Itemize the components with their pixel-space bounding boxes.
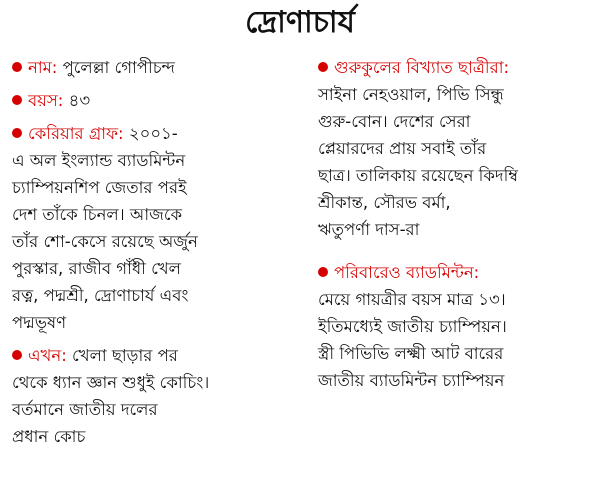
now-line: থেকে ধ্যান জ্ঞান শুধুই কোচিং।: [12, 373, 210, 392]
family-line: ইতিমধ্যেই জাতীয় চ্যাম্পিয়ন।: [318, 317, 507, 336]
students-section: [318, 54, 594, 243]
students-line: সাইনা নেহওয়াল, পিভি সিন্ধু: [318, 85, 504, 104]
students-line: শ্রীকান্ত, সৌরভ বর্মা,: [318, 193, 451, 212]
right-column: [318, 54, 594, 400]
bullet-icon: [318, 267, 328, 277]
age-section: [12, 87, 302, 114]
career-line: পদ্মভূষণ: [12, 313, 67, 332]
career-line: দেশ তাঁকে চিনল। আজকে: [12, 205, 183, 224]
name-value: পুলেল্লা গোপীচন্দ: [57, 58, 175, 77]
now-label: এখন:: [28, 346, 67, 365]
now-text: খেলা ছাড়ার পর: [66, 346, 178, 365]
students-line: প্লেয়ারদের প্রায় সবাই তাঁর: [318, 139, 487, 158]
now-line: বর্তমানে জাতীয় দলের: [12, 400, 158, 419]
career-section: [12, 120, 302, 336]
career-line: তাঁর শো-কেসে রয়েছে অর্জুন: [12, 232, 198, 251]
students-line: ছাত্র। তালিকায় রয়েছেন কিদম্বি: [318, 166, 519, 185]
students-label: গুরুকুলের বিখ্যাত ছাত্রীরা:: [334, 58, 510, 77]
age-value: ৪৩: [63, 91, 91, 110]
career-line: রত্ন, পদ্মশ্রী, দ্রোণাচার্য এবং: [12, 286, 189, 305]
family-section: [318, 259, 594, 394]
career-line: পুরস্কার, রাজীব গাঁধী খেল: [12, 259, 181, 278]
career-line: চ্যাম্পিয়নশিপ জেতার পরই: [12, 178, 187, 197]
name-section: [12, 54, 302, 81]
bullet-icon: [12, 128, 22, 138]
bullet-icon: [318, 62, 328, 72]
now-section: [12, 342, 302, 450]
now-line: প্রধান কোচ: [12, 427, 86, 446]
career-line: এ অল ইংল্যান্ড ব্যাডমিন্টন: [12, 151, 186, 170]
career-text: ২০০১-: [123, 124, 178, 143]
bullet-icon: [12, 350, 22, 360]
family-line: স্ত্রী পিভিভি লক্ষ্মী আট বারের: [318, 344, 504, 363]
page-title: দ্রোণাচার্য: [245, 5, 355, 40]
bullet-icon: [12, 95, 22, 105]
family-line: জাতীয় ব্যাডমিন্টন চ্যাম্পিয়ন: [318, 371, 505, 390]
career-label: কেরিয়ার গ্রাফ:: [28, 124, 124, 143]
students-line: ঋতুপর্ণা দাস-রা: [318, 220, 420, 239]
age-label: বয়স:: [28, 91, 64, 110]
left-column: [12, 54, 302, 456]
bullet-icon: [12, 62, 22, 72]
family-label: পরিবারেও ব্যাডমিন্টন:: [334, 263, 480, 282]
students-line: গুরু-বোন। দেশের সেরা: [318, 112, 471, 131]
name-label: নাম:: [28, 58, 58, 77]
family-line: মেয়ে গায়ত্রীর বয়স মাত্র ১৩।: [318, 290, 506, 309]
